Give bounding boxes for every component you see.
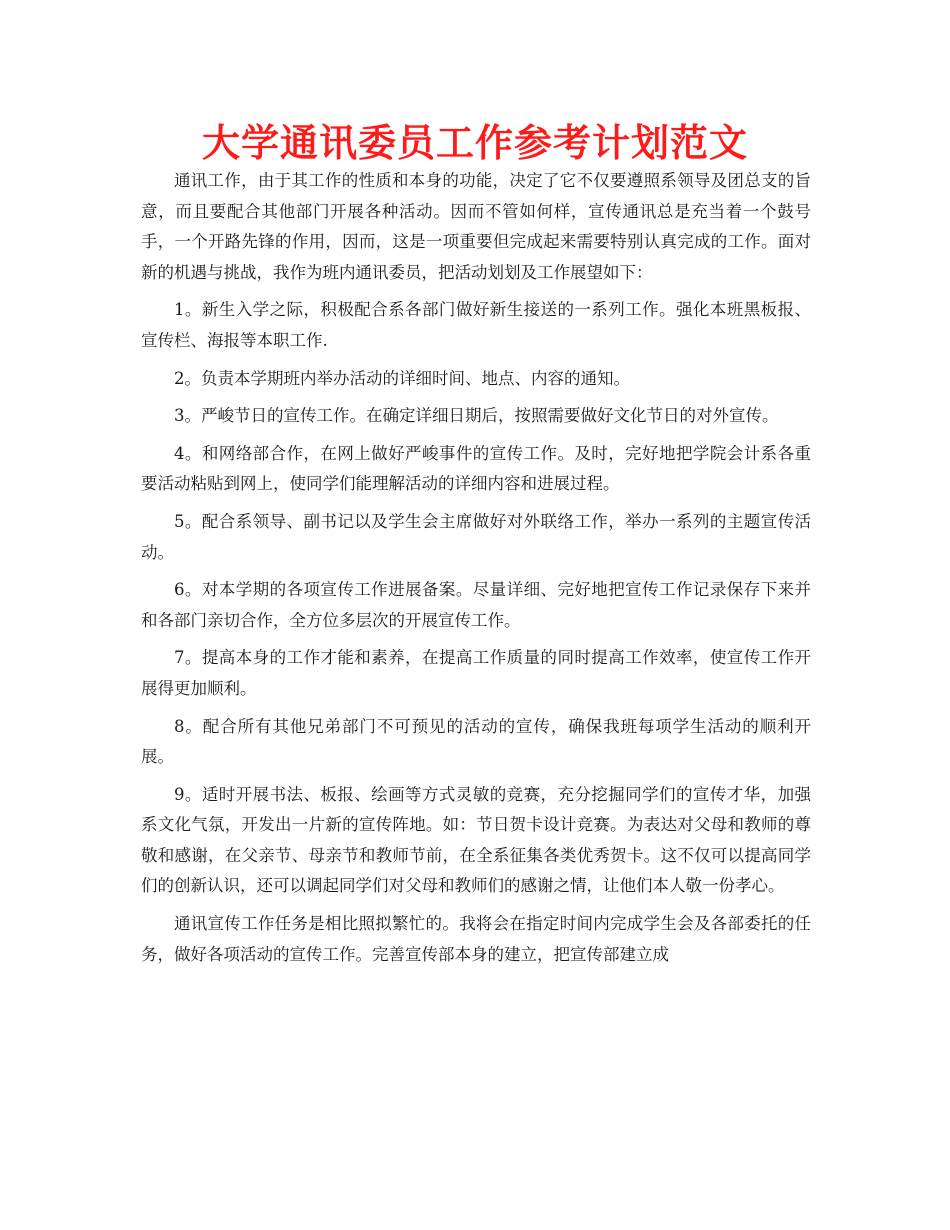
paragraph-item-8: 8。配合所有其他兄弟部门不可预见的活动的宣传，确保我班每项学生活动的顺利开展。 [141, 716, 811, 767]
paragraph-item-4: 4。和网络部合作，在网上做好严峻事件的宣传工作。及时，完好地把学院会计系各重要活动粘贴到网上，使同学们能理解活动的详细内容和进展过程。 [141, 443, 811, 494]
paragraph-item-7: 7。提高本身的工作才能和素养，在提高工作质量的同时提高工作效率，使宣传工作开展得更加顺利。 [141, 648, 811, 698]
paragraph-item-6: 6。对本学期的各项宣传工作进展备案。尽量详细、完好地把宣传工作记录保存下来并和各部门亲切合作，全方位多层次的开展宣传工作。 [141, 580, 811, 630]
paragraph-intro: 通讯工作，由于其工作的性质和本身的功能，决定了它不仅要遵照系领导及团总支的旨意，而且要配合其他部门开展各种活动。因而不管如何样，宣传通讯总是充当着一个鼓号手，一个开路先锋的作用，因而，这是一项重要但完成起来需要特别认真完成的工作。面对新的机遇与挑战，我作为班内通讯委员，把活动划划及工作展望如下： [141, 171, 811, 282]
paragraph-item-1: 1。新生入学之际，积极配合系各部门做好新生接送的一系列工作。强化本班黑板报、宣传栏、海报等本职工作. [141, 300, 811, 350]
document-title: 大学通讯委员工作参考计划范文 [201, 121, 748, 165]
paragraph-item-2: 2。负责本学期班内举办活动的详细时间、地点、内容的通知。 [174, 368, 630, 388]
paragraph-closing: 通讯宣传工作任务是相比照拟繁忙的。我将会在指定时间内完成学生会及各部委托的任务，做好各项活动的宣传工作。完善宣传部本身的建立，把宣传部建立成 [141, 914, 811, 964]
paragraph-item-9: 9。适时开展书法、板报、绘画等方式灵敏的竞赛，充分挖掘同学们的宣传才华，加强系文化气氛，开发出一片新的宣传阵地。如：节日贺卡设计竞赛。为表达对父母和教师的尊敬和感谢，在父亲节、母亲节和教师节前，在全系征集各类优秀贺卡。这不仅可以提高同学们的创新认识，还可以调起同学们对父母和教师们的感谢之情，让他们本人敬一份孝心。 [141, 784, 811, 896]
document-body [141, 166, 811, 977]
paragraph-item-5: 5。配合系领导、副书记以及学生会主席做好对外联络工作，举办一系列的主题宣传活动。 [141, 511, 811, 562]
paragraph-item-3: 3。严峻节日的宣传工作。在确定详细日期后，按照需要做好文化节日的对外宣传。 [174, 406, 779, 426]
